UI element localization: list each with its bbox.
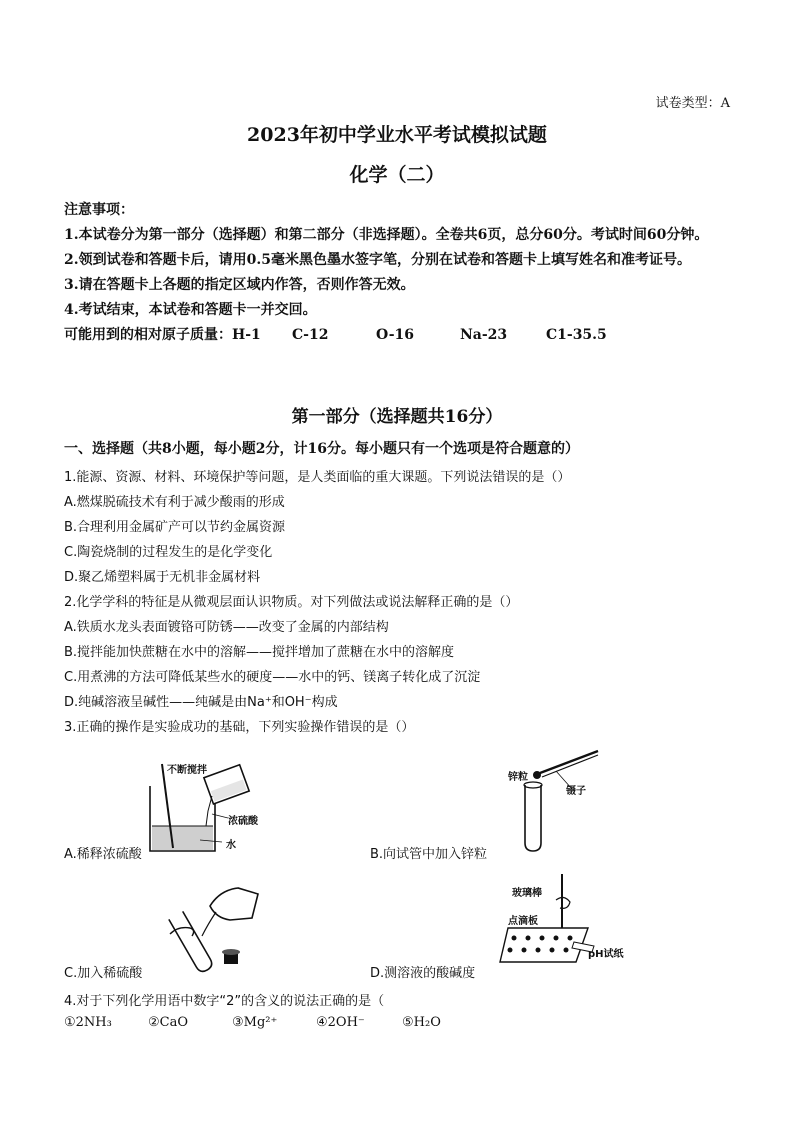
label-spot-plate: 点滴板 bbox=[508, 916, 538, 927]
notice-heading: 注意事项： bbox=[64, 202, 134, 218]
q4-item-3: ③Mg²⁺ bbox=[232, 1015, 278, 1030]
masses-label: 可能用到的相对原子质量： bbox=[64, 327, 232, 343]
label-tweezers: 镊子 bbox=[566, 786, 586, 797]
q4-item-1: ①2NH₃ bbox=[64, 1015, 112, 1030]
label-concentrated-acid: 浓硫酸 bbox=[228, 816, 258, 827]
notice-item: 2.领到试卷和答题卡后，请用0.5毫米黑色墨水签字笔，分别在试卷和答题卡上填写姓名和准考证号。 bbox=[64, 252, 691, 268]
q1-option-c: C.陶瓷烧制的过程发生的是化学变化 bbox=[64, 545, 273, 560]
mass-o: O-16 bbox=[376, 327, 415, 343]
atomic-masses bbox=[64, 323, 734, 348]
notice-block bbox=[64, 198, 734, 348]
q2-option-c: C.用煮沸的方法可降低某些水的硬度——水中的钙、镁离子转化成了沉淀 bbox=[64, 670, 481, 685]
notice-item: 3.请在答题卡上各题的指定区域内作答，否则作答无效。 bbox=[64, 277, 415, 293]
q2-option-a: A.铁质水龙头表面镀铬可防锈——改变了金属的内部结构 bbox=[64, 620, 389, 635]
q1-option-b: B.合理利用金属矿产可以节约金属资源 bbox=[64, 520, 286, 535]
exam-subtitle: 化学（二） bbox=[349, 164, 445, 186]
q4-item-2: ②CaO bbox=[148, 1015, 189, 1030]
q3-option-b: B.向试管中加入锌粒 bbox=[370, 847, 488, 862]
q4-item-4: ④2OH⁻ bbox=[316, 1015, 365, 1030]
exam-type: 试卷类型：A bbox=[655, 96, 730, 111]
q1-option-d: D.聚乙烯塑料属于无机非金属材料 bbox=[64, 570, 261, 585]
q4-item-5: ⑤H₂O bbox=[402, 1015, 441, 1030]
q3-option-d: D.测溶液的酸碱度 bbox=[370, 966, 476, 981]
exam-title: 2023年初中学业水平考试模拟试题 bbox=[247, 124, 547, 146]
q2-stem: 2.化学学科的特征是从微观层面认识物质。对下列做法或说法解释正确的是（） bbox=[64, 595, 519, 610]
mass-na: Na-23 bbox=[460, 327, 508, 343]
part1-title: 第一部分（选择题共16分） bbox=[291, 407, 503, 427]
label-zinc: 锌粒 bbox=[508, 772, 528, 783]
mass-c: C-12 bbox=[292, 327, 329, 343]
notice-item: 4.考试结束，本试卷和答题卡一并交回。 bbox=[64, 302, 317, 318]
mass-cl: C1-35.5 bbox=[546, 327, 607, 343]
q1-option-a: A.燃煤脱硫技术有利于减少酸雨的形成 bbox=[64, 495, 285, 510]
q3-stem: 3.正确的操作是实验成功的基础，下列实验操作错误的是（） bbox=[64, 720, 415, 735]
label-glass-rod: 玻璃棒 bbox=[512, 888, 542, 899]
q3-option-a: A.稀释浓硫酸 bbox=[64, 847, 142, 862]
mass-h: H-1 bbox=[232, 327, 261, 343]
q2-option-d: D.纯碱溶液呈碱性——纯碱是由Na⁺和OH⁻构成 bbox=[64, 695, 338, 710]
q2-option-b: B.搅拌能加快蔗糖在水中的溶解——搅拌增加了蔗糖在水中的溶解度 bbox=[64, 645, 455, 660]
q1-stem: 1.能源、资源、材料、环境保护等问题，是人类面临的重大课题。下列说法错误的是（） bbox=[64, 470, 571, 485]
label-ph-paper: pH试纸 bbox=[588, 949, 624, 960]
figure-add-acid bbox=[150, 876, 270, 976]
label-stir: 不断搅拌 bbox=[167, 765, 207, 776]
q3-option-c: C.加入稀硫酸 bbox=[64, 966, 143, 981]
figure-zinc-tube bbox=[500, 745, 610, 855]
q4-stem: 4.对于下列化学用语中数字“2”的含义的说法正确的是（ bbox=[64, 994, 385, 1009]
label-water: 水 bbox=[226, 840, 236, 851]
section1-heading: 一、选择题（共8小题，每小题2分，计16分。每小题只有一个选项是符合题意的） bbox=[64, 441, 579, 457]
q4-items bbox=[64, 1015, 441, 1030]
notice-item: 1.本试卷分为第一部分（选择题）和第二部分（非选择题）。全卷共6页，总分60分。考试时间60分钟。 bbox=[64, 227, 709, 243]
